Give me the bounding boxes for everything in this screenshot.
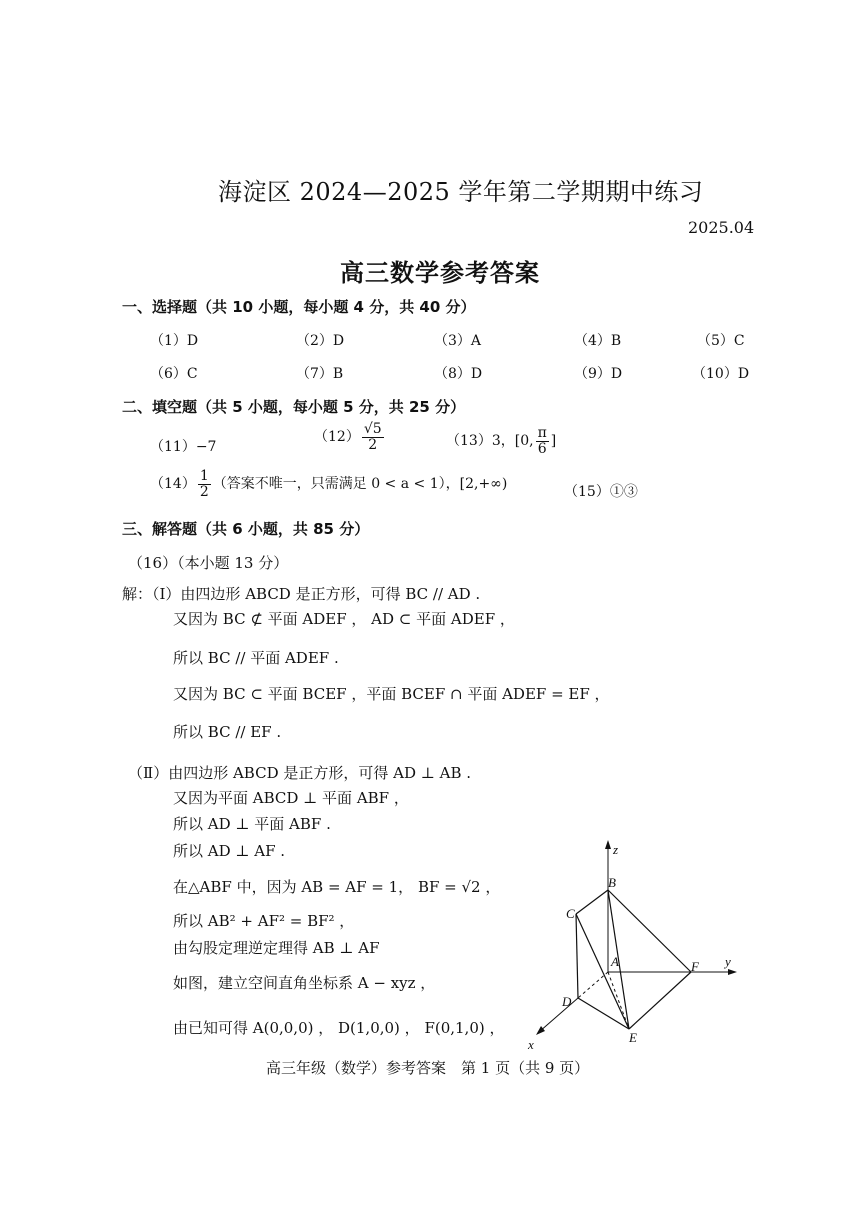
answer-9: （9）D	[574, 366, 623, 382]
answer-14-label: （14）	[150, 476, 196, 493]
solution-line-8: 所以 AD ⊥ 平面 ABF .	[173, 815, 331, 833]
label-E: E	[629, 1030, 637, 1045]
answer-6: （6）C	[150, 366, 198, 382]
answer-12-numerator: √5	[363, 421, 382, 437]
answer-15: （15）①③	[564, 484, 638, 500]
answer-11: （11）−7	[150, 439, 217, 455]
coordinate-figure	[525, 838, 745, 1053]
solution-line-13: 如图，建立空间直角坐标系 A − xyz ，	[173, 974, 436, 992]
answer-13-denominator: 6	[537, 440, 547, 457]
edge-CB	[576, 890, 608, 914]
answer-13-fraction	[536, 426, 549, 456]
solution-line-7: 又因为平面 ABCD ⊥ 平面 ABF ，	[173, 789, 409, 807]
label-F: F	[691, 959, 699, 974]
answer-12-denominator: 2	[368, 436, 378, 453]
answer-14	[150, 469, 507, 499]
solution-line-5: 所以 BC // EF .	[173, 723, 282, 741]
page-footer: 高三年级（数学）参考答案 第 1 页（共 9 页）	[266, 1059, 590, 1077]
solution-line-1: 解：（Ⅰ）由四边形 ABCD 是正方形，可得 BC // AD .	[122, 585, 481, 603]
solution-line-6: （Ⅱ）由四边形 ABCD 是正方形，可得 AD ⊥ AB .	[128, 764, 472, 782]
answer-2: （2）D	[296, 333, 345, 349]
x-axis-hidden	[578, 972, 608, 998]
edge-AE-hidden	[608, 972, 629, 1029]
label-y: y	[725, 954, 731, 969]
answer-8: （8）D	[434, 366, 483, 382]
x-axis	[539, 998, 578, 1032]
section1-heading: 一、选择题（共 10 小题，每小题 4 分，共 40 分）	[122, 298, 476, 316]
answer-5: （5）C	[697, 333, 745, 349]
answer-14-text: （答案不唯一，只需满足 0 < a < 1），[2,+∞)	[212, 476, 508, 493]
answer-13-open: [0,	[514, 433, 534, 450]
solution-line-4: 又因为 BC ⊂ 平面 BCEF ，平面 BCEF ∩ 平面 ADEF = EF ，	[173, 685, 610, 703]
label-z: z	[613, 842, 619, 857]
solution-line-14: 由已知可得 A(0,0,0) ， D(1,0,0) ， F(0,1,0) ，	[173, 1019, 505, 1037]
answer-14-numerator: 1	[199, 468, 209, 484]
answer-13-label: （13）3，	[446, 433, 515, 450]
answer-13-numerator: π	[537, 425, 547, 441]
edge-BF	[608, 890, 691, 972]
label-x: x	[528, 1037, 534, 1052]
answer-title: 高三数学参考答案	[340, 259, 540, 287]
answer-10: （10）D	[692, 366, 750, 382]
solution-line-10: 在△ABF 中，因为 AB = AF = 1， BF = √2 ，	[173, 878, 501, 896]
answer-14-denominator: 2	[199, 483, 209, 500]
answer-12-label: （12）	[314, 429, 360, 446]
answer-12-fraction	[362, 422, 384, 452]
section3-heading: 三、解答题（共 6 小题，共 85 分）	[122, 520, 370, 538]
answer-3: （3）A	[434, 333, 482, 349]
label-B: B	[608, 875, 616, 890]
answer-4: （4）B	[574, 333, 622, 349]
section2-heading: 二、填空题（共 5 小题，每小题 5 分，共 25 分）	[122, 398, 466, 416]
solution-line-9: 所以 AD ⊥ AF .	[173, 842, 286, 860]
label-D: D	[562, 994, 572, 1009]
page-title: 海淀区 2024—2025 学年第二学期期中练习	[218, 178, 704, 206]
label-C: C	[566, 906, 575, 921]
answer-13	[446, 426, 556, 456]
solution-line-12: 由勾股定理逆定理得 AB ⊥ AF	[173, 939, 380, 957]
edge-FE	[629, 972, 691, 1029]
solution-line-3: 所以 BC // 平面 ADEF .	[173, 649, 339, 667]
answer-14-fraction	[198, 469, 211, 499]
y-arrow	[728, 969, 737, 975]
edge-CD	[576, 914, 578, 998]
z-arrow	[605, 840, 611, 849]
q16-heading: （16）（本小题 13 分）	[128, 554, 289, 572]
solution-line-2: 又因为 BC ⊄ 平面 ADEF ， AD ⊂ 平面 ADEF ，	[173, 610, 515, 628]
answer-1: （1）D	[150, 333, 199, 349]
answer-7: （7）B	[296, 366, 344, 382]
solution-line-11: 所以 AB² + AF² = BF² ，	[173, 912, 355, 930]
date: 2025.04	[688, 218, 755, 237]
label-A: A	[611, 954, 619, 969]
answer-13-close: ]	[550, 433, 557, 450]
answer-12	[314, 422, 386, 452]
